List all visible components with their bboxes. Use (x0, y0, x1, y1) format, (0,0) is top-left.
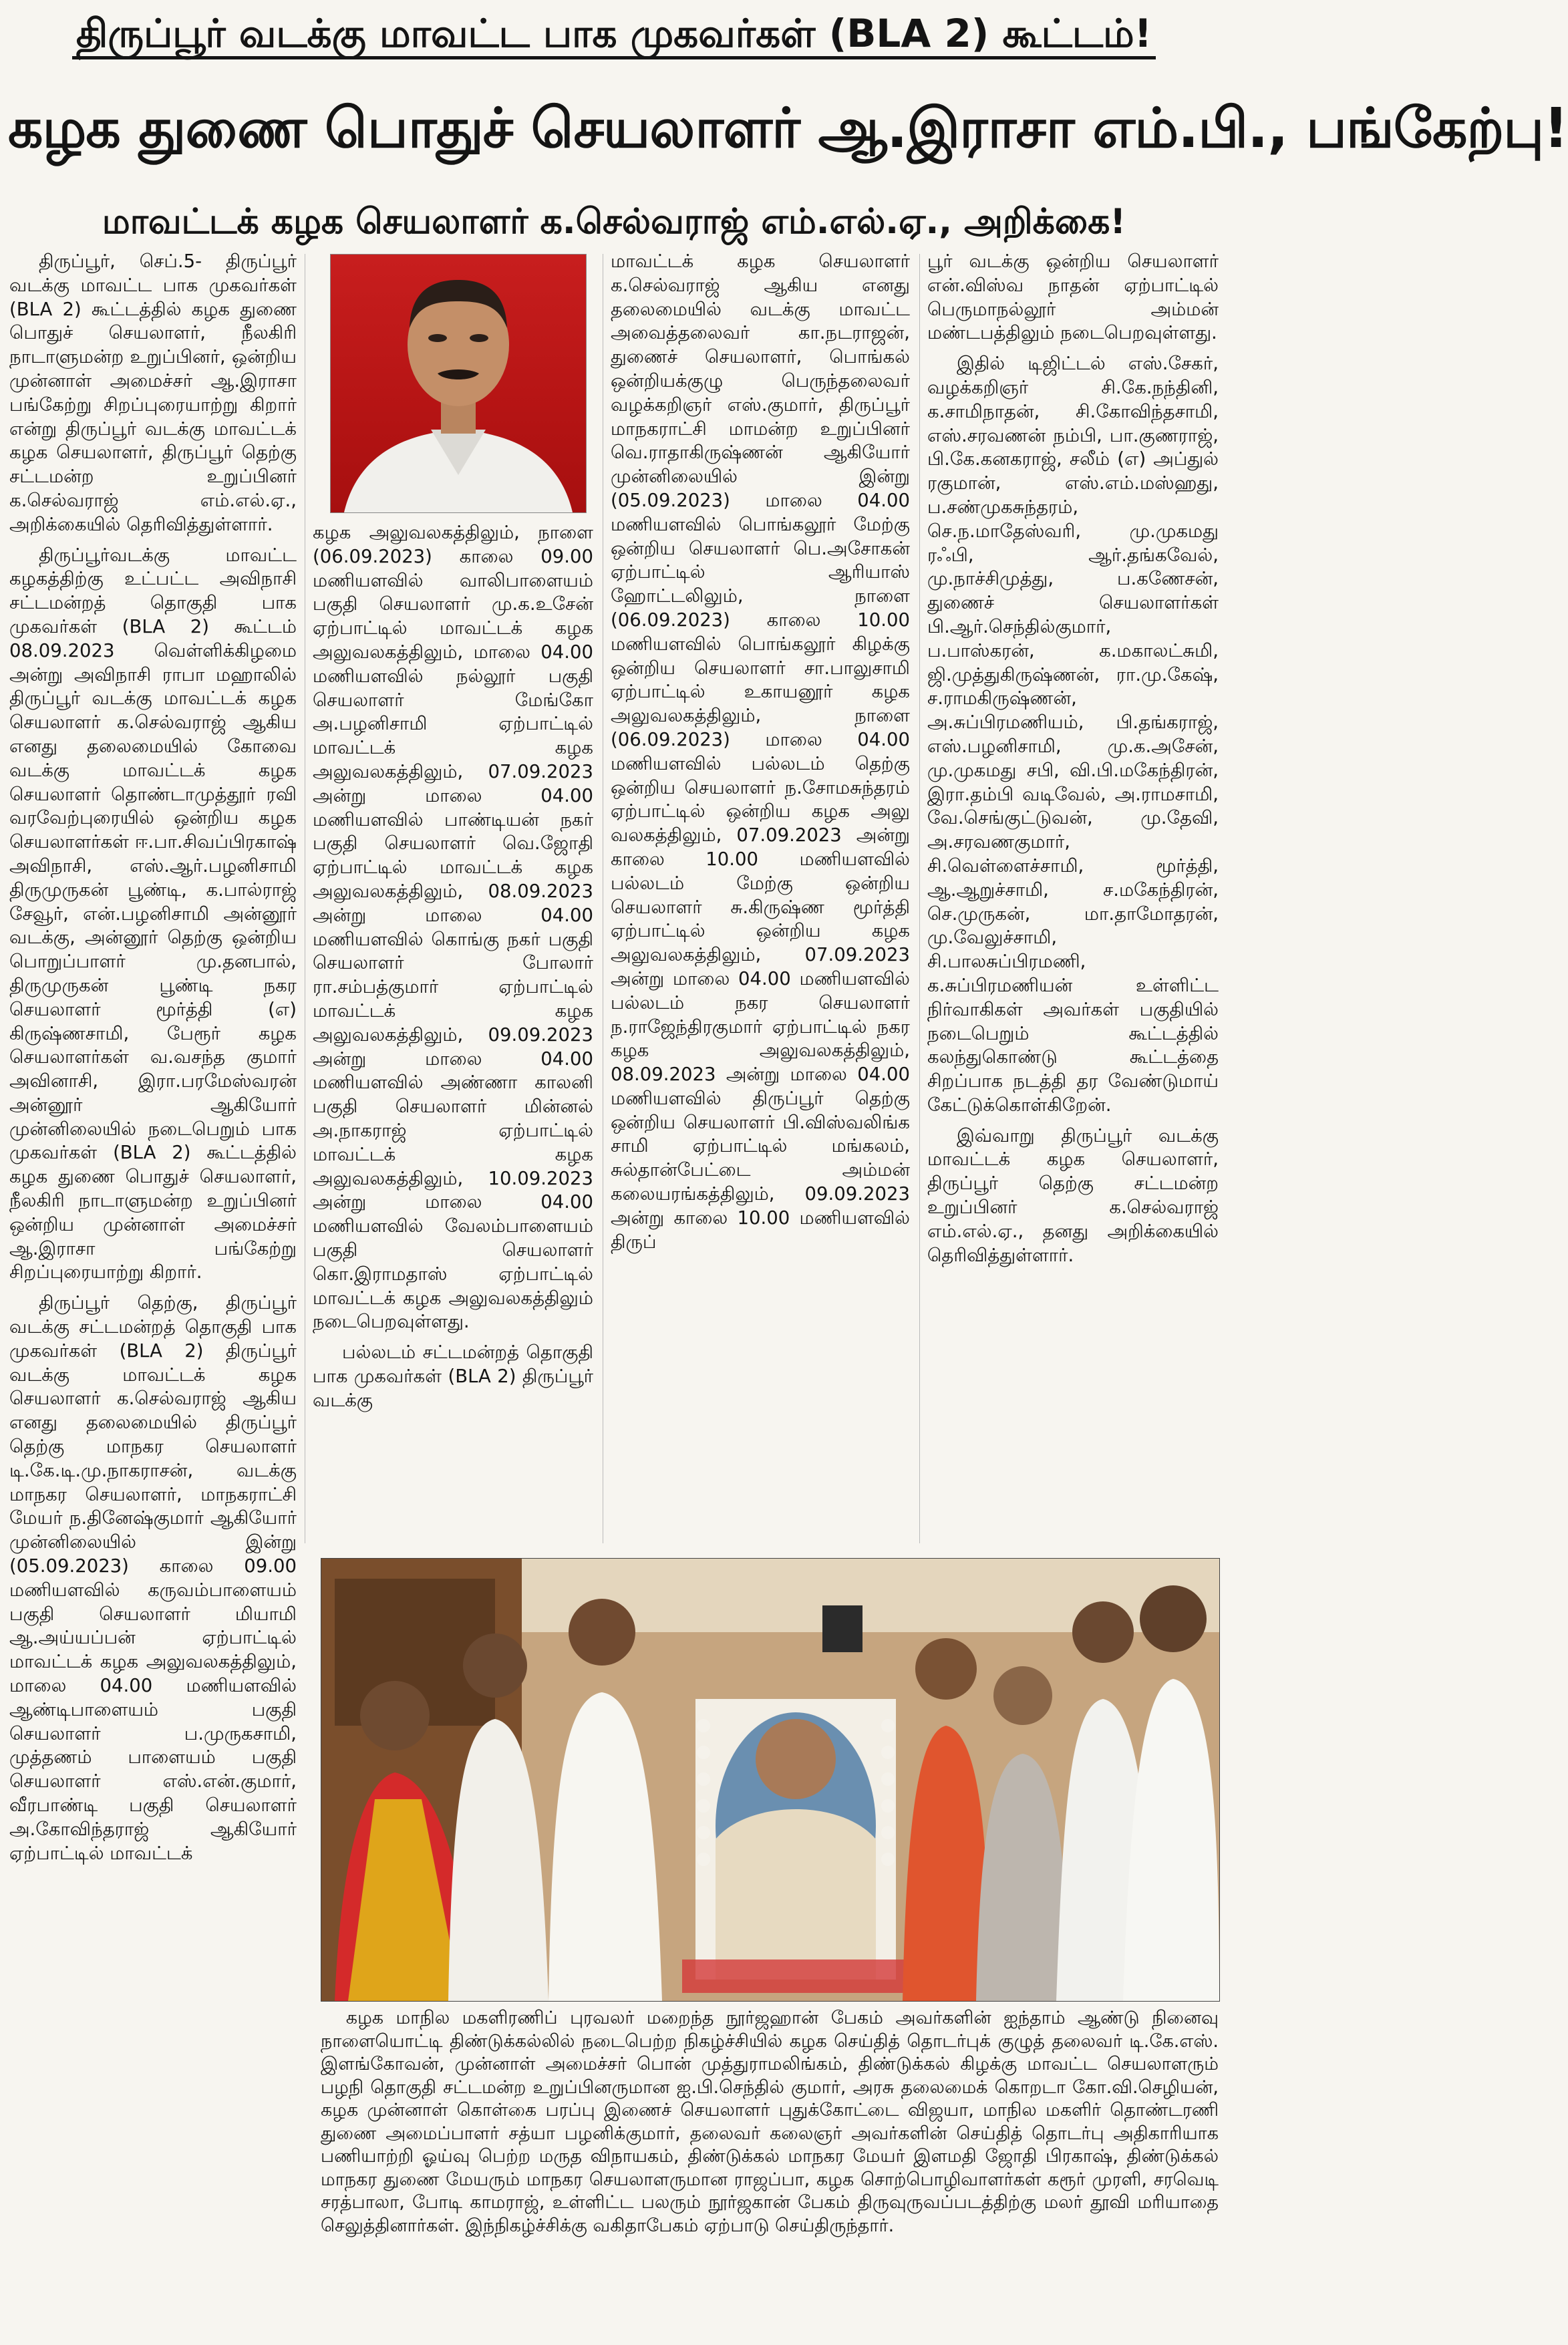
article-paragraph: கழக அலுவலகத்திலும், நாளை (06.09.2023) காலை 09.00 மணியளவில் வாலிபாளையம் பகுதி செயலாளர் மு.க.உசேன் ஏற்பாட்டில் மாவட்டக் கழக அலுவலகத்திலும், மாலை 04.00 மணியளவில் நல்லூர் பகுதி செயலாளர் மேங்கோ அ.பழனிசாமி ஏற்பாட்டில் மாவட்டக் கழக அலுவலகத்திலும், 07.09.2023 அன்று மாலை 04.00 மணியளவில் பாண்டியன் நகர் பகுதி செயலாளர் வெ.ஜோதி ஏற்பாட்டில் மாவட்டக் கழக அலுவலகத்திலும், 08.09.2023 அன்று மாலை 04.00 மணியளவில் கொங்கு நகர் பகுதி செயலாளர் போலார் ரா.சம்பத்குமார் ஏற்பாட்டில் மாவட்டக் கழக அலுவலகத்திலும், 09.09.2023 அன்று மாலை 04.00 மணியளவில் அண்ணா காலனி பகுதி செயலாளர் மின்னல் அ.நாகராஜ் ஏற்பாட்டில் மாவட்டக் கழக அலுவலகத்திலும், 10.09.2023 அன்று மாலை 04.00 மணியளவில் வேலம்பாளையம் பகுதி செயலாளர் கொ.இராமதாஸ் ஏற்பாட்டில் மாவட்டக் கழக அலுவலகத்திலும் நடைபெறவுள்ளது. (313, 522, 593, 1333)
article-paragraph: இவ்வாறு திருப்பூர் வடக்கு மாவட்டக் கழக செயலாளர், திருப்பூர் தெற்கு சட்டமன்ற உறுப்பினர் க.செல்வராஜ் எம்.எல்.ஏ., தனது அறிக்கையில் தெரிவித்துள்ளார். (927, 1124, 1219, 1266)
article-paragraph: மாவட்டக் கழக செயலாளர் க.செல்வராஜ் ஆகிய எனது தலைமையில் வடக்கு மாவட்ட அவைத்தலைவர் கா.நடராஜன், துணைச் செயலாளர், பொங்கல் ஒன்றியக்குழு பெருந்தலைவர் வழக்கறிஞர் எஸ்.குமார், திருப்பூர் மாநகராட்சி மாமன்ற உறுப்பினர் வெ.ராதாகிருஷ்ணன் ஆகியோர் முன்னிலையில் இன்று (05.09.2023) மாலை 04.00 மணியளவில் பொங்கலூர் மேற்கு ஒன்றிய செயலாளர் பெ.அசோகன் ஏற்பாட்டில் ஆரியாஸ் ஹோட்டலிலும், நாளை (06.09.2023) காலை 10.00 மணியளவில் பொங்கலூர் கிழக்கு ஒன்றிய செயலாளர் சா.பாலுசாமி ஏற்பாட்டில் உகாயனூர் கழக அலுவலகத்திலும், நாளை (06.09.2023) மாலை 04.00 மணியளவில் பல்லடம் தெற்கு ஒன்றிய செயலாளர் ந.சோமசுந்தரம் ஏற்பாட்டில் ஒன்றிய கழக அலு வலகத்திலும், 07.09.2023 அன்று காலை 10.00 மணியளவில் பல்லடம் மேற்கு ஒன்றிய செயலாளர் சு.கிருஷ்ண மூர்த்தி ஏற்பாட்டில் ஒன்றிய கழக அலுவலகத்திலும், 07.09.2023 அன்று மாலை 04.00 மணியளவில் பல்லடம் நகர செயலாளர் ந.ராஜேந்திரகுமார் ஏற்பாட்டில் நகர கழக அலுவலகத்திலும், 08.09.2023 அன்று மாலை 04.00 மணியளவில் திருப்பூர் தெற்கு ஒன்றிய செயலாளர் பி.விஸ்வலிங்க சாமி ஏற்பாட்டில் மங்கலம், சுல்தான்பேட்டை அம்மன் கலையரங்கத்திலும், 09.09.2023 அன்று காலை 10.00 மணியளவில் திருப் (611, 251, 910, 1253)
event-photo (321, 1558, 1220, 2002)
article-column-4 (927, 250, 1219, 1543)
article-column-2 (313, 521, 593, 1543)
photo-caption (321, 2007, 1219, 2334)
article-paragraph: திருப்பூர், செப்.5- திருப்பூர் வடக்கு மாவட்ட பாக முகவர்கள் (BLA 2) கூட்டத்தில் கழக துணை பொதுச் செயலாளர், நீலகிரி நாடாளுமன்ற உறுப்பினர், ஒன்றிய முன்னாள் அமைச்சர் ஆ.இராசா பங்கேற்று சிறப்புரையாற்று கிறார் என்று திருப்பூர் வடக்கு மாவட்டக் கழக செயலாளர், திருப்பூர் தெற்கு சட்டமன்ற உறுப்பினர் க.செல்வராஜ் எம்.எல்.ஏ., அறிக்கையில் தெரிவித்துள்ளார். (9, 251, 297, 535)
event-photo-illustration (321, 1559, 1219, 2001)
article-paragraph: இதில் டிஜிட்டல் எஸ்.சேகர், வழக்கறிஞர் சி.கே.நந்தினி, க.சாமிநாதன், சி.கோவிந்தசாமி, எஸ்.சரவணன் நம்பி, பா.குணராஜ், பி.கே.கனகராஜ், சலீம் (எ) அப்துல் ரகுமான், எஸ்.எம்.மஸ்ஹது, ப.சண்முகசுந்தரம், செ.ந.மாதேஸ்வரி, மு.முகமது ரஃபி, ஆர்.தங்கவேல், மு.நாச்சிமுத்து, ப.கணேசன், துணைச் செயலாளர்கள் பி.ஆர்.செந்தில்குமார், ப.பாஸ்கரன், க.மகாலட்சுமி, ஜி.முத்துகிருஷ்ணன், ரா.மு.கேஷ், ச.ராமகிருஷ்ணன், அ.சுப்பிரமணியம், பி.தங்கராஜ், எஸ்.பழனிசாமி, மு.க.அசேன், மு.முகமது சபி, வி.பி.மகேந்திரன், இரா.தம்பி வடிவேல், அ.ராமசாமி, வே.செங்குட்டுவன், மு.தேவி, அ.சரவணகுமார், சி.வெள்ளைச்சாமி, மூர்த்தி, ஆ.ஆறுச்சாமி, ச.மகேந்திரன், செ.முருகன், மா.தாமோதரன், மு.வேலுச்சாமி, சி.பாலசுப்பிரமணி, க.சுப்பிரமணியன் உள்ளிட்ட நிர்வாகிகள் அவர்கள் பகுதியில் நடைபெறும் கூட்டத்தில் கலந்துகொண்டு கூட்டத்தை சிறப்பாக நடத்தி தர வேண்டுமாய் கேட்டுக்கொள்கிறேன். (927, 353, 1219, 1116)
article-paragraph: பல்லடம் சட்டமன்றத் தொகுதி பாக முகவர்கள் (BLA 2) திருப்பூர் வடக்கு (313, 1342, 593, 1411)
article-paragraph: பூர் வடக்கு ஒன்றிய செயலாளர் என்.விஸ்வ நாதன் ஏற்பாட்டில் பெருமாநல்லூர் அம்மன் மண்டபத்திலும் நடைபெறவுள்ளது. (927, 251, 1219, 344)
article-column-1 (9, 250, 297, 2334)
portrait-illustration (331, 255, 586, 512)
article-column-3 (611, 250, 910, 1543)
main-headline: கழக துணை பொதுச் செயலாளர் ஆ.இராசா எம்.பி., பங்கேற்பு! (8, 97, 1568, 160)
article-paragraph: திருப்பூர்வடக்கு மாவட்ட கழகத்திற்கு உட்பட்ட அவிநாசி சட்டமன்றத் தொகுதி பாக முகவர்கள் (BLA 2) கூட்டம் 08.09.2023 வெள்ளிக்கிழமை அன்று அவிநாசி ராபா மஹாலில் திருப்பூர் வடக்கு மாவட்டக் கழக செயலாளர் க.செல்வராஜ் ஆகிய எனது தலைமையில் கோவை வடக்கு மாவட்டக் கழக செயலாளர் தொண்டாமுத்தூர் ரவி வரவேற்புரையில் ஒன்றிய கழக செயலாளர்கள் ஈ.பா.சிவப்பிரகாஷ் அவிநாசி, எஸ்.ஆர்.பழனிசாமி திருமுருகன் பூண்டி, க.பால்ராஜ் சேவூர், என்.பழனிசாமி அன்னூர் வடக்கு, அன்னூர் தெற்கு ஒன்றிய பொறுப்பாளர் மு.தனபால், திருமுருகன் பூண்டி நகர செயலாளர் மூர்த்தி (எ) கிருஷ்ணசாமி, பேரூர் கழக செயலாளர்கள் வ.வசந்த குமார் அவினாசி, இரா.பரமேஸ்வரன் அன்னூர் ஆகியோர் முன்னிலையில் நடைபெறும் பாக முகவர்கள் (BLA 2) கூட்டத்தில் கழக துணை பொதுச் செயலாளர், நீலகிரி நாடாளுமன்ற உறுப்பினர் ஒன்றிய முன்னாள் அமைச்சர் ஆ.இராசா பங்கேற்று சிறப்புரையாற்று கிறார். (9, 544, 297, 1283)
article-paragraph: திருப்பூர் தெற்கு, திருப்பூர் வடக்கு சட்டமன்றத் தொகுதி பாக முகவர்கள் (BLA 2) திருப்பூர் வடக்கு மாவட்டக் கழக செயலாளர் க.செல்வராஜ் ஆகிய எனது தலைமையில் திருப்பூர் தெற்கு மாநகர செயலாளர் டி.கே.டி.மு.நாகராசன், வடக்கு மாநகர செயலாளர், மாநகராட்சி மேயர் ந.தினேஷ்குமார் ஆகியோர் முன்னிலையில் இன்று (05.09.2023) காலை 09.00 மணியளவில் கருவம்பாளையம் பகுதி செயலாளர் மியாமி ஆ.அய்யப்பன் ஏற்பாட்டில் மாவட்டக் கழக அலுவலகத்திலும், மாலை 04.00 மணியளவில் ஆண்டிபாளையம் பகுதி செயலாளர் ப.முருகசாமி, முத்தணம் பாளையம் பகுதி செயலாளர் எஸ்.என்.குமார், வீரபாண்டி பகுதி செயலாளர் அ.கோவிந்தராஜ் ஆகியோர் ஏற்பாட்டில் மாவட்டக் (9, 1292, 297, 1864)
sub-headline: மாவட்டக் கழக செயலாளர் க.செல்வராஜ் எம்.எல்.ஏ., அறிக்கை! (102, 202, 1126, 242)
portrait-photo (330, 254, 587, 513)
kicker-headline: திருப்பூர் வடக்கு மாவட்ட பாக முகவர்கள் (BLA 2) கூட்டம்! (0, 5, 1228, 61)
caption-text: கழக மாநில மகளிரணிப் புரவலர் மறைந்த நூர்ஜஹான் பேகம் அவர்களின் ஐந்தாம் ஆண்டு நினைவு நாளையொட்டி திண்டுக்கல்லில் நடைபெற்ற நிகழ்ச்சியில் கழக செய்தித் தொடர்புக் குழுத் தலைவர் டி.கே.எஸ். இளங்கோவன், முன்னாள் அமைச்சர் பொன் முத்துராமலிங்கம், திண்டுக்கல் கிழக்கு மாவட்ட செயலாளரும் பழநி தொகுதி சட்டமன்ற உறுப்பினருமான ஐ.பி.செந்தில் குமார், அரசு தலைமைக் கொறடா கோ.வி.செழியன், கழக முன்னாள் கொள்கை பரப்பு இணைச் செயலாளர் புதுக்கோட்டை விஜயா, மாநில மகளிர் தொண்டரணி துணை அமைப்பாளர் சத்யா பழனிக்குமார், தலைவர் கலைஞர் அவர்களின் செய்தித் தொடர்பு அதிகாரியாக பணியாற்றி ஓய்வு பெற்ற மருத விநாயகம், திண்டுக்கல் மாநகர மேயர் இளமதி ஜோதி பிரகாஷ், திண்டுக்கல் மாநகர துணை மேயரும் மாநகர செயலாளருமான ராஜப்பா, கழக சொற்பொழிவாளர்கள் கரூர் முரளி, சரவெடி சரத்பாலா, போடி காமராஜ், உள்ளிட்ட பலரும் நூர்ஜகான் பேகம் திருவுருவப்படத்திற்கு மலர் தூவி மரியாதை செலுத்தினார்கள். இந்நிகழ்ச்சிக்கு வகிதாபேகம் ஏற்பாடு செய்திருந்தார். (321, 2008, 1219, 2236)
column-divider (919, 254, 920, 1543)
